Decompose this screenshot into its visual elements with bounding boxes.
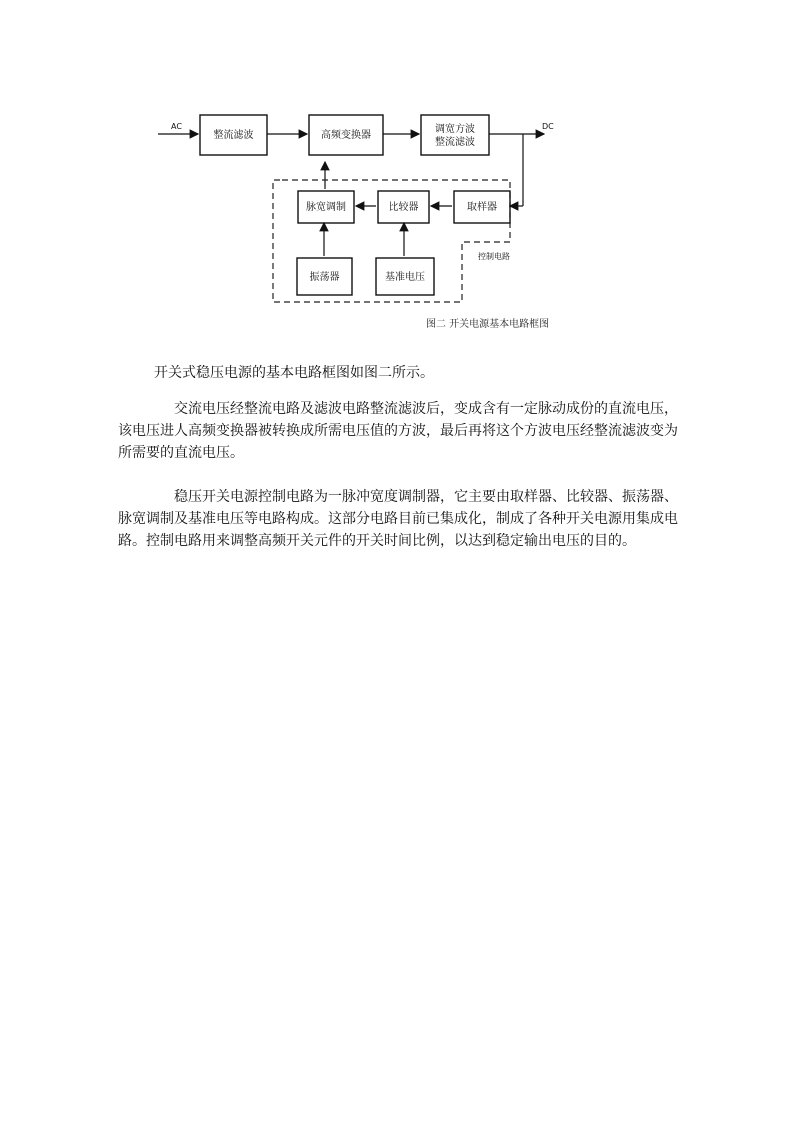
dc-label: DC — [542, 122, 554, 131]
square-wave-filter-box — [421, 115, 489, 155]
high-frequency-converter-label: 高频变换器 — [321, 130, 371, 141]
comparator-label: 比较器 — [388, 202, 419, 213]
sampler-label: 取样器 — [467, 202, 497, 213]
control-circuit-paragraph: 稳压开关电源控制电路为一脉冲宽度调制器，它主要由取样器、比较器、振荡器、脉宽调制及基准电压等电路构成。这部分电路目前已集成化，制成了各种开关电源用集成电路。控制电路用来调整高频开关元件的开关时间比例，以达到稳定输出电压的目的。 — [118, 489, 678, 549]
oscillator-label: 振荡器 — [309, 272, 340, 283]
square-wave-label-line1: 调宽方波 — [435, 124, 475, 135]
reference-voltage-label: 基准电压 — [385, 272, 425, 283]
control-circuit-dashed-boundary — [273, 180, 510, 302]
intro-paragraph: 开关式稳压电源的基本电路框图如图二所示。 — [154, 365, 434, 381]
rectifier-filter-label: 整流滤波 — [213, 130, 254, 141]
block-diagram-svg — [150, 106, 590, 342]
diagram-caption: 图二 开关电源基本电路框图 — [426, 319, 550, 330]
switching-power-supply-block-diagram — [150, 106, 590, 342]
ac-label: AC — [171, 122, 182, 131]
square-wave-label-line2: 整流滤波 — [435, 137, 475, 148]
control-circuit-label: 控制电路 — [478, 252, 510, 261]
pwm-label: 脉宽调制 — [306, 202, 346, 213]
ac-to-dc-paragraph: 交流电压经整流电路及滤波电路整流滤波后，变成含有一定脉动成份的直流电压，该电压进人高频变换器被转换成所需电压值的方波，最后再将这个方波电压经整流滤波变为所需要的直流电压。 — [118, 401, 678, 461]
